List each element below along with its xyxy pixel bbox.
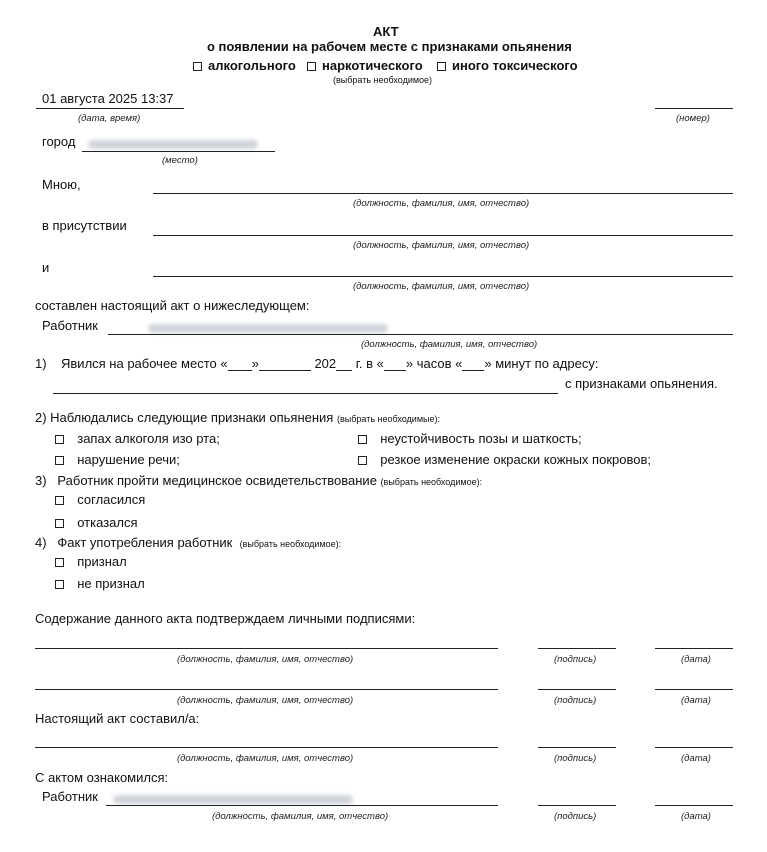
- option-refused[interactable]: отказался: [55, 515, 138, 530]
- position-hint: (должность, фамилия, имя, отчество): [353, 281, 530, 292]
- signature-label: (подпись): [554, 753, 597, 764]
- acquainted: С актом ознакомился:: [35, 770, 169, 785]
- signature-label: (подпись): [554, 695, 597, 706]
- sign-alcohol-smell[interactable]: запах алкоголя изо рта;: [55, 431, 220, 446]
- position-hint: (должность, фамилия, имя, отчество): [353, 198, 530, 209]
- option-admitted[interactable]: признал: [55, 554, 127, 569]
- item2-heading: 2) Наблюдались следующие признаки опьянения (выбрать необходимые):: [35, 410, 440, 425]
- option-not-admitted[interactable]: не признал: [55, 576, 145, 591]
- type-option-alcohol[interactable]: алкогольного: [193, 58, 296, 73]
- sign-skin[interactable]: резкое изменение окраски кожных покровов;: [358, 452, 651, 467]
- type-option-toxic[interactable]: иного токсического: [437, 58, 578, 73]
- date-short-label: (дата): [681, 654, 711, 665]
- item3-heading: 3) Работник пройти медицинское освидетельствование (выбрать необходимое):: [35, 473, 483, 488]
- checkbox-icon: [307, 62, 316, 71]
- date-value[interactable]: 01 августа 2025 13:37: [42, 91, 174, 106]
- checkbox-icon: [55, 519, 64, 528]
- checkbox-icon: [193, 62, 202, 71]
- sign-speech[interactable]: нарушение речи;: [55, 452, 180, 467]
- place-label: (место): [162, 155, 198, 166]
- type-option-narcotic[interactable]: наркотического: [307, 58, 423, 73]
- checkbox-icon: [55, 558, 64, 567]
- position-hint: (должность, фамилия, имя, отчество): [177, 753, 354, 764]
- position-hint: (должность, фамилия, имя, отчество): [177, 695, 354, 706]
- by-me-label: Мною,: [42, 177, 81, 192]
- date-short-label: (дата): [681, 811, 711, 822]
- composed-text: составлен настоящий акт о нижеследующем:: [35, 298, 310, 313]
- signature-label: (подпись): [554, 811, 597, 822]
- position-hint: (должность, фамилия, имя, отчество): [361, 339, 538, 350]
- checkbox-icon: [358, 435, 367, 444]
- sign-unsteady[interactable]: неустойчивость позы и шаткость;: [358, 431, 582, 446]
- employee-name-redacted: [148, 320, 388, 338]
- date-label: (дата, время): [78, 113, 141, 124]
- position-hint: (должность, фамилия, имя, отчество): [177, 654, 354, 665]
- date-short-label: (дата): [681, 695, 711, 706]
- confirm-text: Содержание данного акта подтверждаем личными подписями:: [35, 611, 416, 626]
- checkbox-icon: [358, 456, 367, 465]
- checkbox-icon: [55, 496, 64, 505]
- checkbox-icon: [55, 435, 64, 444]
- doc-subtitle: о появлении на рабочем месте с признаками опьянения: [207, 39, 572, 54]
- item1-line: 1) Явился на рабочее место « » 202 г. в « » часов « » минут по адресу:: [35, 356, 599, 371]
- option-agreed[interactable]: согласился: [55, 492, 145, 507]
- date-short-label: (дата): [681, 753, 711, 764]
- composed-by: Настоящий акт составил/а:: [35, 711, 200, 726]
- checkbox-icon: [437, 62, 446, 71]
- checkbox-icon: [55, 456, 64, 465]
- doc-title: АКТ: [373, 24, 399, 39]
- choose-hint: (выбрать необходимое): [333, 75, 433, 85]
- position-hint: (должность, фамилия, имя, отчество): [353, 240, 530, 251]
- item1-tail: с признаками опьянения.: [565, 376, 718, 391]
- number-label: (номер): [676, 113, 710, 124]
- presence-label: в присутствии: [42, 218, 127, 233]
- position-hint: (должность, фамилия, имя, отчество): [212, 811, 389, 822]
- city-label: город: [42, 134, 76, 149]
- employee-label: Работник: [42, 789, 98, 804]
- signature-label: (подпись): [554, 654, 597, 665]
- and-label: и: [42, 260, 50, 275]
- employee-label: Работник: [42, 318, 98, 333]
- item4-heading: 4) Факт употребления работник (выбрать необходимое):: [35, 535, 342, 550]
- employee-name-redacted: [113, 791, 353, 809]
- checkbox-icon: [55, 580, 64, 589]
